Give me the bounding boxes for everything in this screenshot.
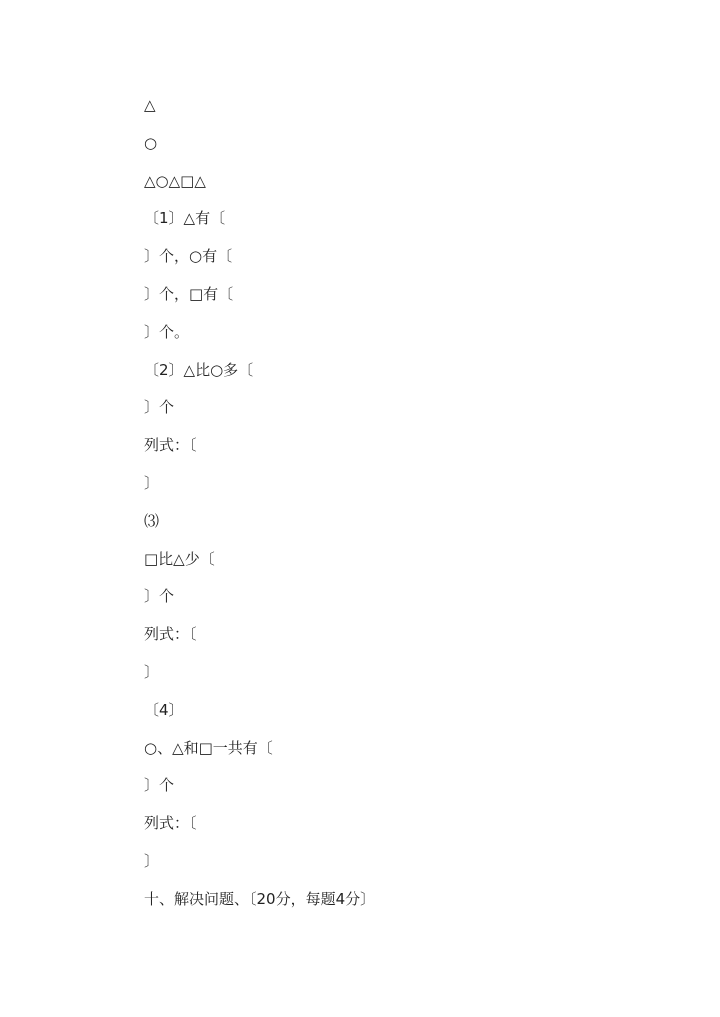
text-line: 〕个，○有〔 xyxy=(144,247,233,266)
question-3-label: ⑶ xyxy=(144,511,160,530)
formula-label: 列式：〔 xyxy=(144,814,197,833)
text-line: △ xyxy=(144,96,156,114)
question-4-label: 〔4〕 xyxy=(144,700,184,719)
section-heading: 十、解决问题、〔20分，每题4分〕 xyxy=(144,889,376,908)
text-line: ○ xyxy=(144,133,158,152)
question-1-line: 〔1〕△有〔 xyxy=(144,209,226,228)
text-line: 〕 xyxy=(144,473,160,492)
text-line: 〕 xyxy=(144,662,160,681)
question-2-line: 〔2〕△比○多〔 xyxy=(144,360,254,379)
text-line: 〕个。 xyxy=(144,322,190,341)
text-line: 〕个，□有〔 xyxy=(144,284,234,303)
text-line: 〕个 xyxy=(144,776,175,795)
formula-label: 列式：〔 xyxy=(144,625,197,644)
text-line: ○、△和□一共有〔 xyxy=(144,738,273,757)
text-line: 〕个 xyxy=(144,398,175,417)
text-line: 〕个 xyxy=(144,587,175,606)
formula-label: 列式：〔 xyxy=(144,436,197,455)
text-line: 〕 xyxy=(144,851,160,870)
text-line: △○△□△ xyxy=(144,171,206,190)
worksheet-text xyxy=(144,94,664,926)
text-line: □比△少〔 xyxy=(144,549,215,568)
